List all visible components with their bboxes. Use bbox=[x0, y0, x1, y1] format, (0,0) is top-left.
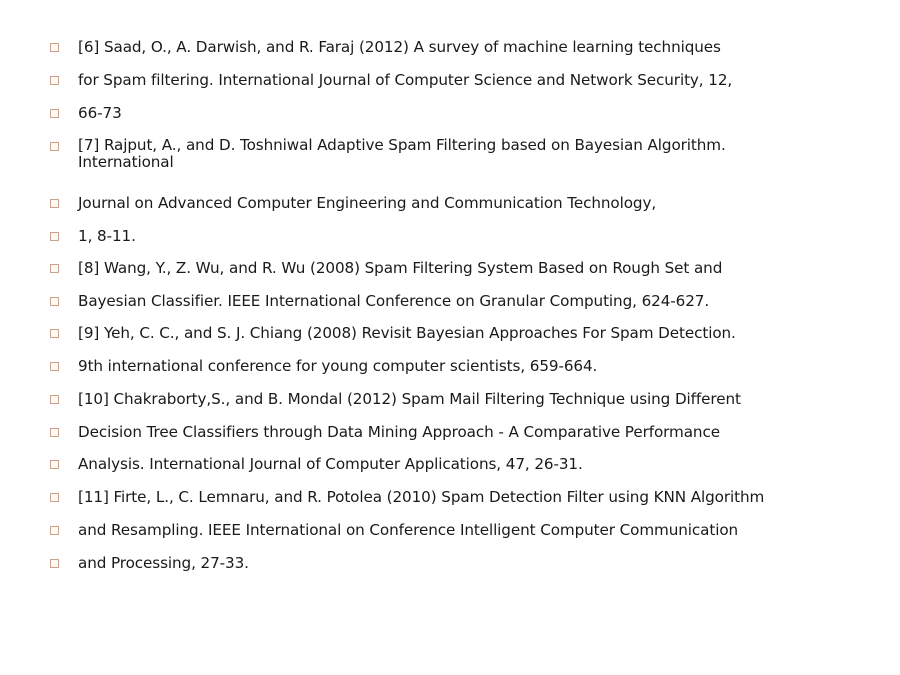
reference-line: [7] Rajput, A., and D. Toshniwal Adaptive Spam Filtering based on Bayesian Algorithm. International bbox=[78, 136, 726, 171]
reference-line: Bayesian Classifier. IEEE International Conference on Granular Computing, 624-627. bbox=[78, 292, 710, 310]
square-bullet-icon bbox=[50, 43, 59, 52]
square-bullet-icon bbox=[50, 76, 59, 85]
square-bullet-icon bbox=[50, 395, 59, 404]
reference-line: [11] Firte, L., C. Lemnaru, and R. Potolea (2010) Spam Detection Filter using KNN Algorithm bbox=[78, 488, 765, 506]
square-bullet-icon bbox=[50, 109, 59, 118]
reference-line: and Resampling. IEEE International on Conference Intelligent Computer Communication bbox=[78, 521, 739, 539]
reference-line: [6] Saad, O., A. Darwish, and R. Faraj (2012) A survey of machine learning techniques bbox=[78, 38, 721, 56]
square-bullet-icon bbox=[50, 493, 59, 502]
square-bullet-icon bbox=[50, 428, 59, 437]
square-bullet-icon bbox=[50, 460, 59, 469]
reference-line: and Processing, 27-33. bbox=[78, 554, 249, 572]
reference-line: Journal on Advanced Computer Engineering and Communication Technology, bbox=[78, 194, 657, 212]
reference-line: 1, 8-11. bbox=[78, 227, 136, 245]
reference-line: [8] Wang, Y., Z. Wu, and R. Wu (2008) Spam Filtering System Based on Rough Set and bbox=[78, 259, 723, 277]
square-bullet-icon bbox=[50, 297, 59, 306]
square-bullet-icon bbox=[50, 329, 59, 338]
square-bullet-icon bbox=[50, 264, 59, 273]
square-bullet-icon bbox=[50, 362, 59, 371]
reference-line: [10] Chakraborty,S., and B. Mondal (2012) Spam Mail Filtering Technique using Different bbox=[78, 390, 741, 408]
reference-line: 9th international conference for young computer scientists, 659-664. bbox=[78, 357, 598, 375]
square-bullet-icon bbox=[50, 199, 59, 208]
square-bullet-icon bbox=[50, 142, 59, 151]
reference-line: 66-73 bbox=[78, 104, 122, 122]
square-bullet-icon bbox=[50, 232, 59, 241]
reference-line: for Spam filtering. International Journal of Computer Science and Network Security, 12, bbox=[78, 71, 733, 89]
reference-line: Decision Tree Classifiers through Data Mining Approach - A Comparative Performance bbox=[78, 423, 720, 441]
square-bullet-icon bbox=[50, 559, 59, 568]
reference-line: [9] Yeh, C. C., and S. J. Chiang (2008) Revisit Bayesian Approaches For Spam Detection. bbox=[78, 324, 736, 342]
reference-line: Analysis. International Journal of Computer Applications, 47, 26-31. bbox=[78, 455, 583, 473]
square-bullet-icon bbox=[50, 526, 59, 535]
